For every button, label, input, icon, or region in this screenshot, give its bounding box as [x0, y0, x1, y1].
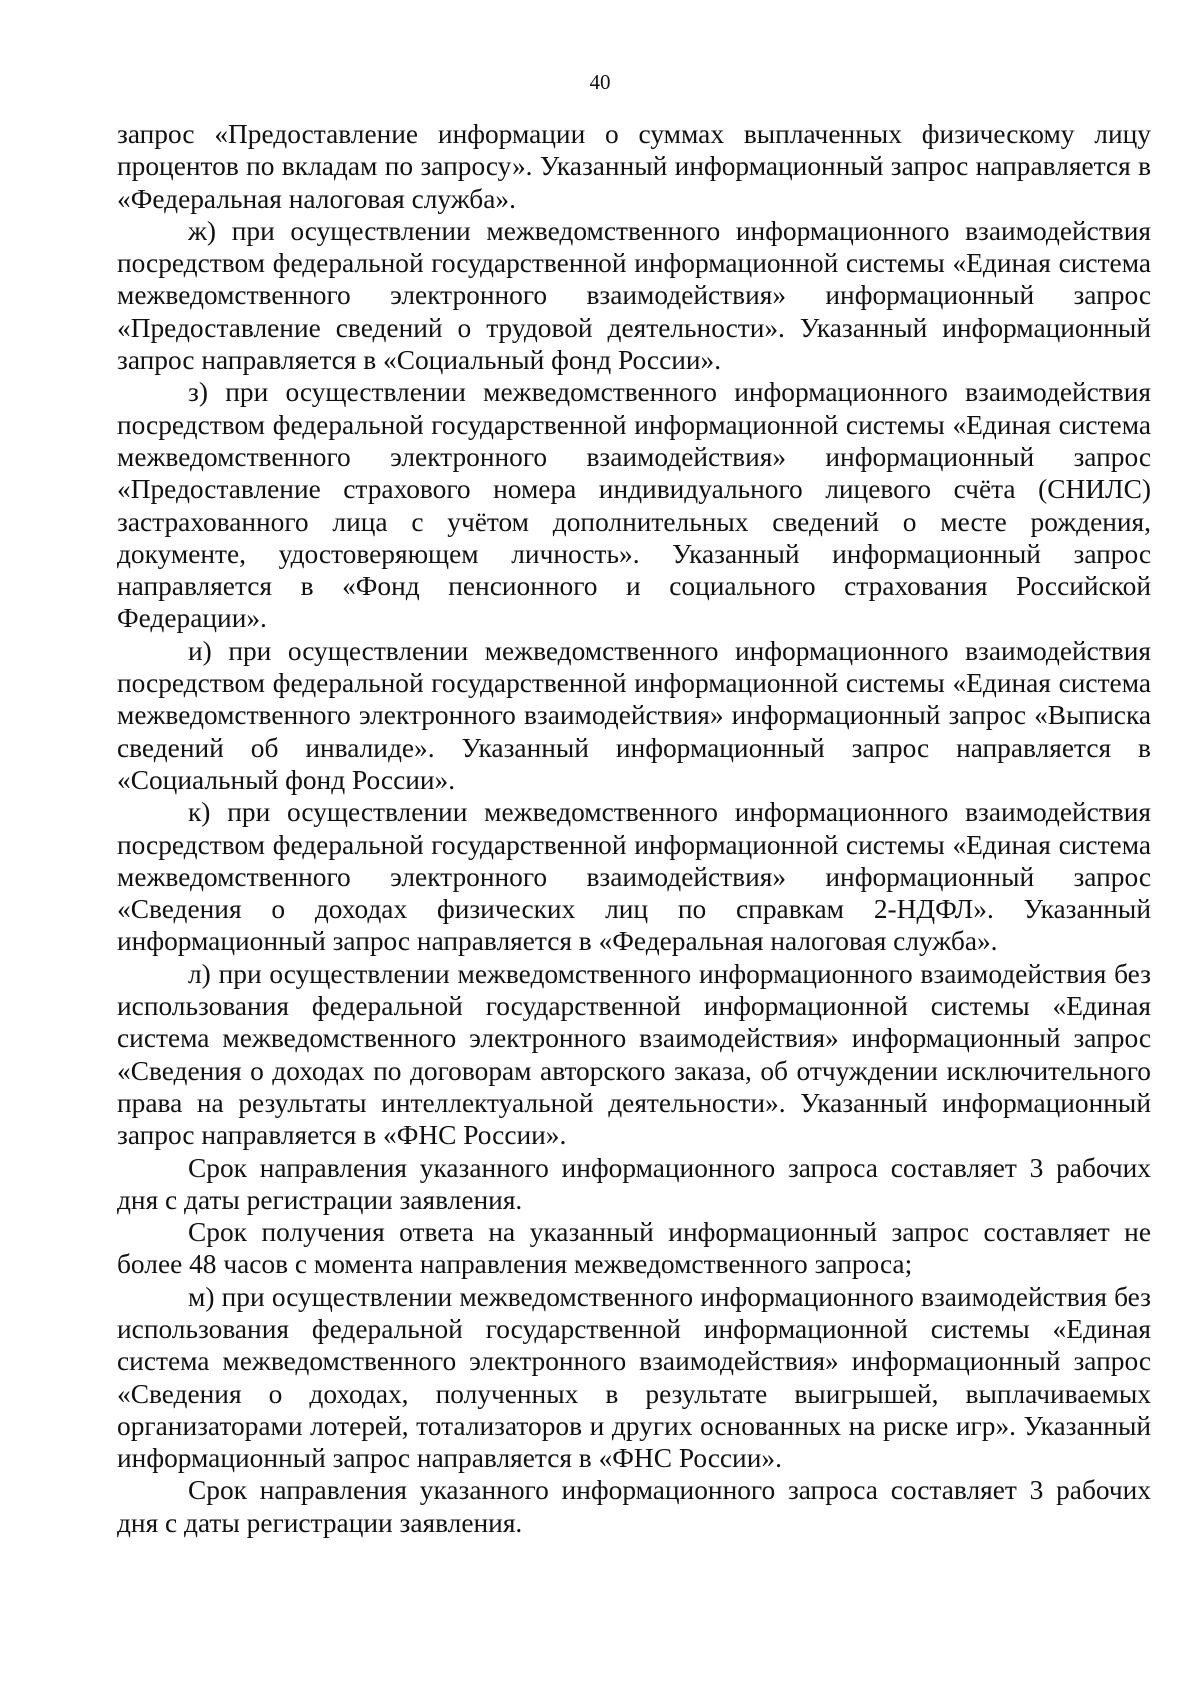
- paragraph-item-i: и) при осуществлении межведомственного информационного взаимодействия посредством федеральной государственной информационной системы «Единая система межведомственного электронного взаимодействия» информационный запрос «Выписка сведений об инвалиде». Указанный информационный запрос направляется в «Социальный фонд России».: [117, 635, 1151, 795]
- paragraph-item-l: л) при осуществлении межведомственного информационного взаимодействия без использования федеральной государственной информационной системы «Единая система межведомственного электронного взаимодействия» информационный запрос «Сведения о доходах по договорам авторского заказа, об отчуждении исключительного права на результаты интеллектуальной деятельности». Указанный информационный запрос направляется в «ФНС России».: [117, 958, 1151, 1151]
- document-body: [117, 118, 1151, 1539]
- paragraph-response-deadline: Срок получения ответа на указанный информационный запрос составляет не более 48 часов с момента направления межведомственного запроса;: [117, 1217, 1151, 1280]
- page-number: 40: [589, 70, 611, 94]
- paragraph-request-deadline-final: Срок направления указанного информационного запроса составляет 3 рабочих дня с даты регистрации заявления.: [117, 1475, 1151, 1538]
- paragraph-item-m: м) при осуществлении межведомственного информационного взаимодействия без использования федеральной государственной информационной системы «Единая система межведомственного электронного взаимодействия» информационный запрос «Сведения о доходах, полученных в результате выигрышей, выплачиваемых организаторами лотерей, тотализаторов и других основанных на риске игр». Указанный информационный запрос направляется в «ФНС России».: [117, 1281, 1151, 1474]
- paragraph-continuation: запрос «Предоставление информации о суммах выплаченных физическому лицу процентов по вкладам по запросу». Указанный информационный запрос направляется в «Федеральная налоговая служба».: [117, 119, 1151, 214]
- paragraph-item-z: з) при осуществлении межведомственного информационного взаимодействия посредством федеральной государственной информационной системы «Единая система межведомственного электронного взаимодействия» информационный запрос «Предоставление страхового номера индивидуального лицевого счёта (СНИЛС) застрахованного лица с учётом дополнительных сведений о месте рождения, документе, удостоверяющем личность». Указанный информационный запрос направляется в «Фонд пенсионного и социального страхования Российской Федерации».: [117, 377, 1151, 634]
- paragraph-request-deadline: Срок направления указанного информационного запроса составляет 3 рабочих дня с даты регистрации заявления.: [117, 1152, 1151, 1215]
- paragraph-item-zh: ж) при осуществлении межведомственного информационного взаимодействия посредством федеральной государственной информационной системы «Единая система межведомственного электронного взаимодействия» информационный запрос «Предоставление сведений о трудовой деятельности». Указанный информационный запрос направляется в «Социальный фонд России».: [117, 215, 1151, 376]
- paragraph-item-k: к) при осуществлении межведомственного информационного взаимодействия посредством федеральной государственной информационной системы «Единая система межведомственного электронного взаимодействия» информационный запрос «Сведения о доходах физических лиц по справкам 2-НДФЛ». Указанный информационный запрос направляется в «Федеральная налоговая служба».: [117, 797, 1151, 957]
